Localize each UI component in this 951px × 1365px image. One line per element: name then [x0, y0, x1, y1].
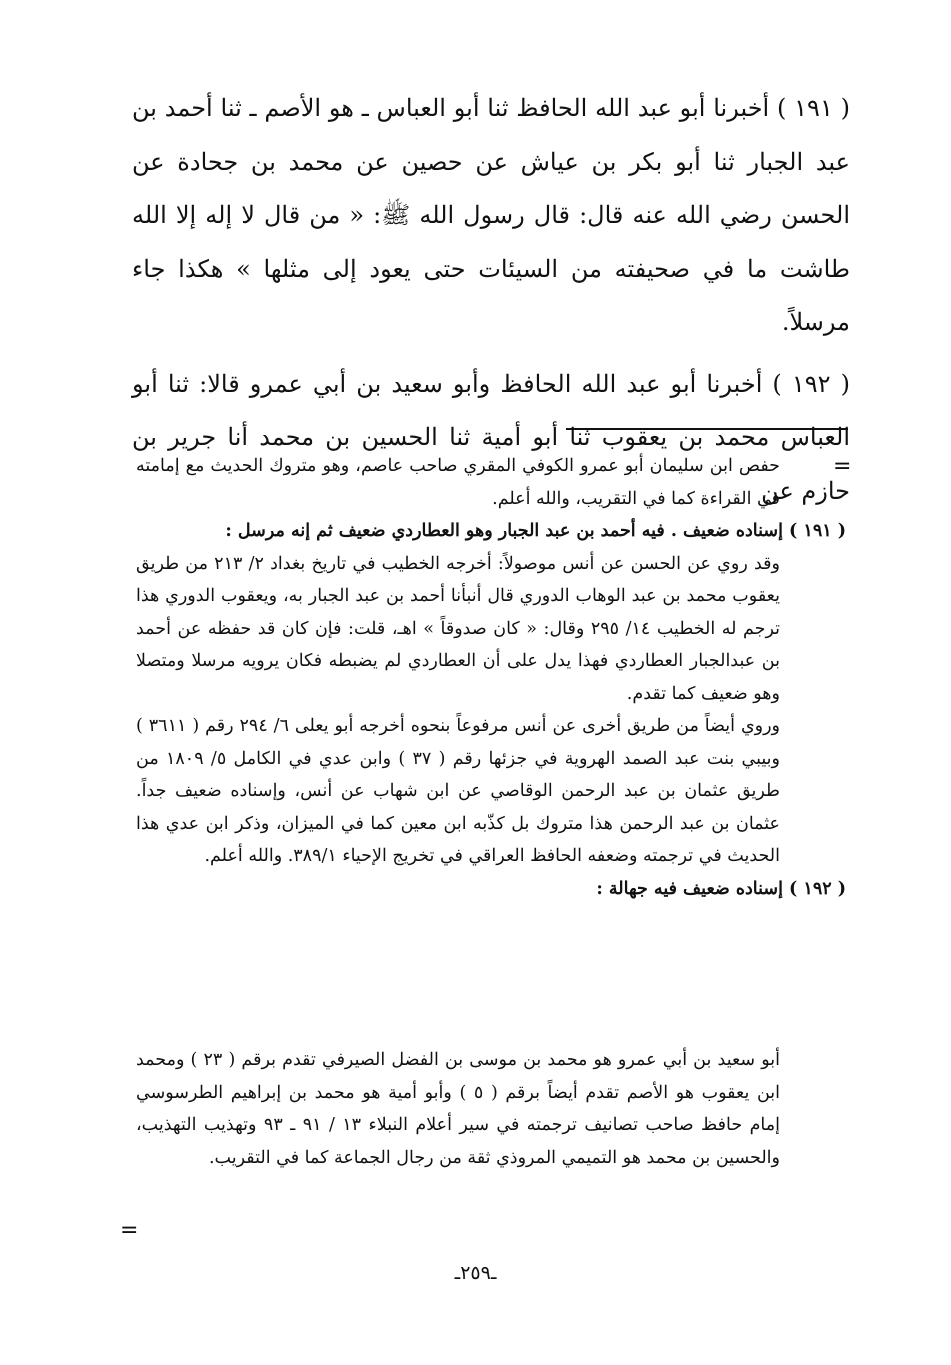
footnote-continued-mark: =: [833, 454, 852, 479]
footnote-continued-text: حفص ابن سليمان أبو عمرو الكوفي المقري صاحب عاصم، وهو متروك الحديث مع إمامته في القراءة كما في التقريب، والله أعلم.: [136, 456, 780, 509]
footnote-191-paragraph-2: وروي أيضاً من طريق أخرى عن أنس مرفوعاً بنحوه أخرجه أبو يعلى ٦/ ٢٩٤ رقم ( ٣٦١١ ) وبيبي بنت عبد الصمد الهروية في جزئها رقم ( ٣٧ ) وابن عدي في الكامل ٥/ ١٨٠٩ من طريق عثمان بن عبد الرحمن الوقاصي عن ابن شهاب عن أنس، وإسناده ضعيف جداً. عثمان بن عبد الرحمن هذا متروك بل كذّبه ابن معين كما في الميزان، وذكر ابن عدي هذا الحديث في ترجمته وضعفه الحافظ العراقي في تخريج الإحياء ٣٨٩/١. والله أعلم.: [136, 716, 781, 866]
page-number: ـ٢٥٩ـ: [454, 1262, 497, 1284]
footnote-191-paragraph-1: وقد روي عن الحسن عن أنس موصولاً: أخرجه الخطيب في تاريخ بغداد ٢/ ٢١٣ من طريق يعقوب محمد بن عبد الوهاب الدوري قال أنبأنا أحمد بن عبد الجبار به، ويعقوب الدوري هذا ترجم له الخطيب ١٤/ ٢٩٥ وقال: « كان صدوقاً » اهـ، قلت: فإن كان قد حفظه عن أحمد بن عبدالجبار العطاردي فهذا يدل على أن العطاردي لم يضبطه فكان يرويه مرسلا ومتصلا وهو ضعيف كما تقدم.: [136, 553, 780, 704]
footnotes-section: [136, 450, 850, 905]
footnote-192-paragraph: أبو سعيد بن أبي عمرو هو محمد بن موسى بن الفضل الصيرفي تقدم برقم ( ٢٣ ) ومحمد ابن يعقوب هو الأصم تقدم أيضاً برقم ( ٥ ) وأبو أمية هو محمد بن إبراهيم الطرسوسي إمام حافظ صاحب تصانيف ترجمته في سير أعلام النبلاء ١٣ / ٩١ ـ ٩٣ وتهذيب التهذيب، والحسين بن محمد هو التميمي المروذي ثقة من رجال الجماعة كما في التقريب.: [136, 1050, 780, 1168]
hadith-192-paragraph: ( ١٩٢ ) أخبرنا أبو عبد الله الحافظ وأبو سعيد بن أبي عمرو قالا: ثنا أبو العباس محمد بن يعقوب ثنا أبو أمية ثنا الحسين بن محمد أنا جرير بن حازم عن: [132, 369, 850, 505]
footnote-191-heading: ( ١٩١ ) إسناده ضعيف . فيه أحمد بن عبد الجبار وهو العطاردي ضعيف ثم إنه مرسل :: [225, 521, 846, 541]
footnote-192-heading: ( ١٩٢ ) إسناده ضعيف فيه جهالة :: [596, 878, 846, 899]
footnote-continues-mark: =: [120, 1218, 139, 1243]
footnote-separator-rule: [566, 428, 848, 430]
hadith-191-paragraph: ( ١٩١ ) أخبرنا أبو عبد الله الحافظ ثنا أبو العباس ـ هو الأصم ـ ثنا أحمد بن عبد الجبار ثنا أبو بكر بن عياش عن حصين عن محمد بن جحادة عن الحسن رضي الله عنه قال: قال رسول الله ﷺ: « من قال لا إله إلا الله طاشت ما في صحيفته من السيئات حتى يعود إلى مثلها » هكذا جاء مرسلاً.: [132, 94, 850, 336]
footnote-192-section: [136, 1044, 850, 1174]
